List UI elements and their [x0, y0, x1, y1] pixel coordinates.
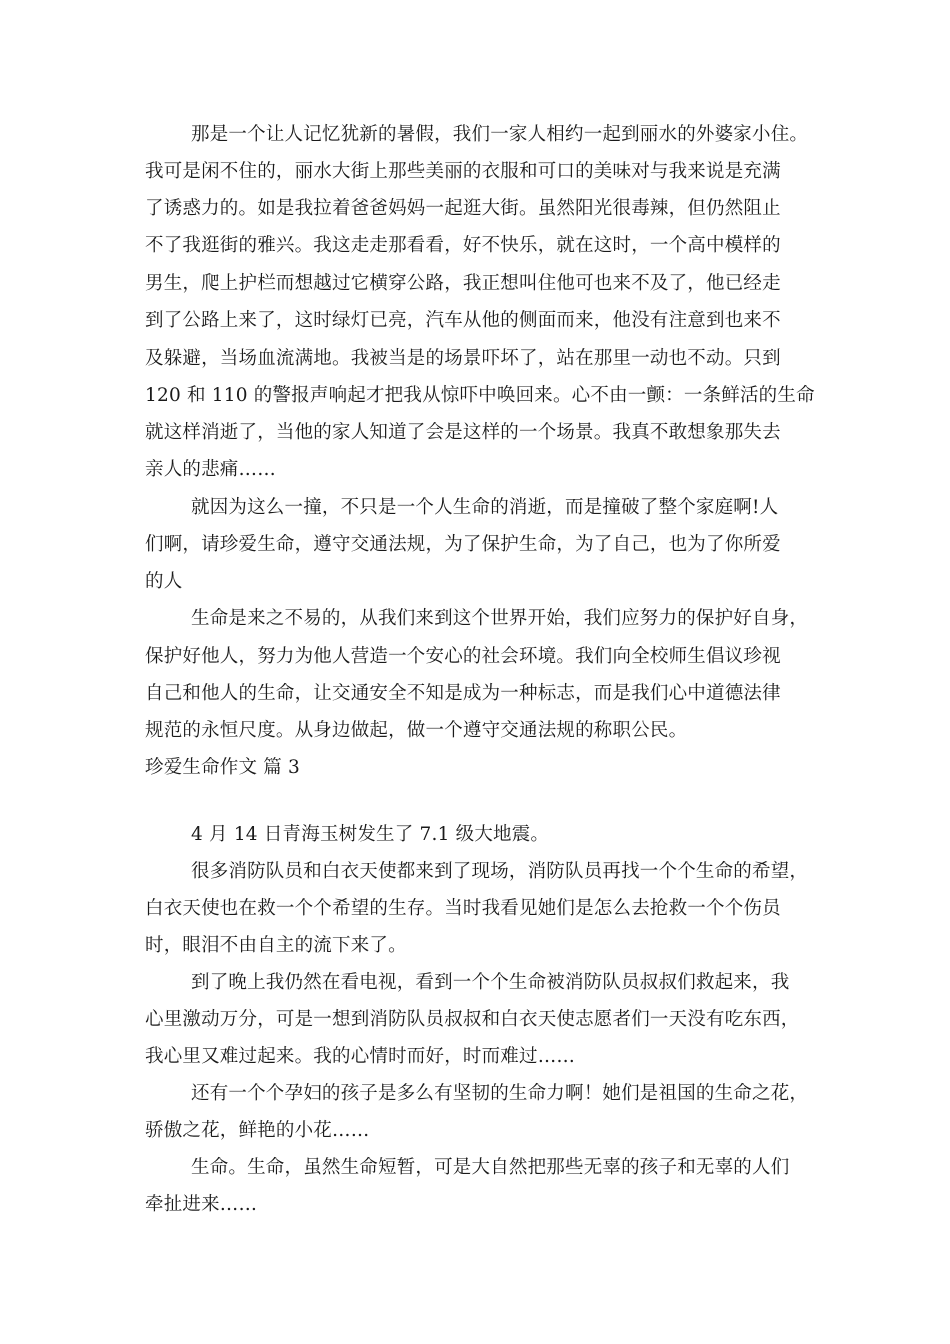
text-line: 及躲避，当场血流满地。我被当是的场景吓坏了，站在那里一动也不动。只到 — [145, 348, 781, 369]
text-line: 时，眼泪不由自主的流下来了。 — [145, 935, 407, 956]
text-line: 心里激动万分，可是一想到消防队员叔叔和白衣天使志愿者们一天没有吃东西， — [145, 1009, 800, 1030]
text-line: 自己和他人的生命，让交通安全不知是成为一种标志，而是我们心中道德法律 — [145, 683, 781, 704]
text-line: 保护好他人，努力为他人营造一个安心的社会环境。我们向全校师生倡议珍视 — [145, 646, 781, 667]
text-line: 就这样消逝了，当他的家人知道了会是这样的一个场景。我真不敢想象那失去 — [145, 422, 781, 443]
section-heading: 珍爱生命作文 篇 3 — [145, 757, 301, 778]
text-line: 很多消防队员和白衣天使都来到了现场，消防队员再找一个个生命的希望， — [191, 861, 809, 882]
text-line: 4 月 14 日青海玉树发生了 7.1 级大地震。 — [191, 824, 550, 845]
text-line: 们啊，请珍爱生命，遵守交通法规，为了保护生命，为了自己，也为了你所爱 — [145, 534, 781, 555]
text-line: 我可是闲不住的，丽水大街上那些美丽的衣服和可口的美味对与我来说是充满 — [145, 161, 781, 182]
text-line: 生命。生命，虽然生命短暂，可是大自然把那些无辜的孩子和无辜的人们 — [191, 1157, 790, 1178]
text-line: 的人 — [145, 571, 183, 592]
text-line: 我心里又难过起来。我的心情时而好，时而难过…… — [145, 1046, 576, 1067]
text-line: 那是一个让人记忆犹新的暑假，我们一家人相约一起到丽水的外婆家小住。 — [191, 124, 809, 145]
text-line: 了诱惑力的。如是我拉着爸爸妈妈一起逛大街。虽然阳光很毒辣，但仍然阻止 — [145, 198, 781, 219]
text-line: 不了我逛街的雅兴。我这走走那看看，好不快乐，就在这时，一个高中模样的 — [145, 235, 781, 256]
text-line: 就因为这么一撞，不只是一个人生命的消逝，而是撞破了整个家庭啊!人 — [191, 497, 779, 518]
text-line: 还有一个个孕妇的孩子是多么有坚韧的生命力啊！她们是祖国的生命之花， — [191, 1083, 809, 1104]
text-line: 到了晚上我仍然在看电视，看到一个个生命被消防队员叔叔们救起来，我 — [191, 972, 790, 993]
text-line: 白衣天使也在救一个个希望的生存。当时我看见她们是怎么去抢救一个个伤员 — [145, 898, 781, 919]
text-line: 规范的永恒尺度。从身边做起，做一个遵守交通法规的称职公民。 — [145, 720, 688, 741]
text-line: 到了公路上来了，这时绿灯已亮，汽车从他的侧面而来，他没有注意到也来不 — [145, 310, 781, 331]
text-line: 生命是来之不易的，从我们来到这个世界开始，我们应努力的保护好自身， — [191, 608, 809, 629]
text-line: 骄傲之花，鲜艳的小花…… — [145, 1120, 370, 1141]
text-line: 男生，爬上护栏而想越过它横穿公路，我正想叫住他可也来不及了，他已经走 — [145, 273, 781, 294]
text-line: 亲人的悲痛…… — [145, 459, 276, 480]
text-line: 120 和 110 的警报声响起才把我从惊吓中唤回来。心不由一颤：一条鲜活的生命 — [145, 385, 815, 406]
text-line: 牵扯进来…… — [145, 1194, 258, 1215]
